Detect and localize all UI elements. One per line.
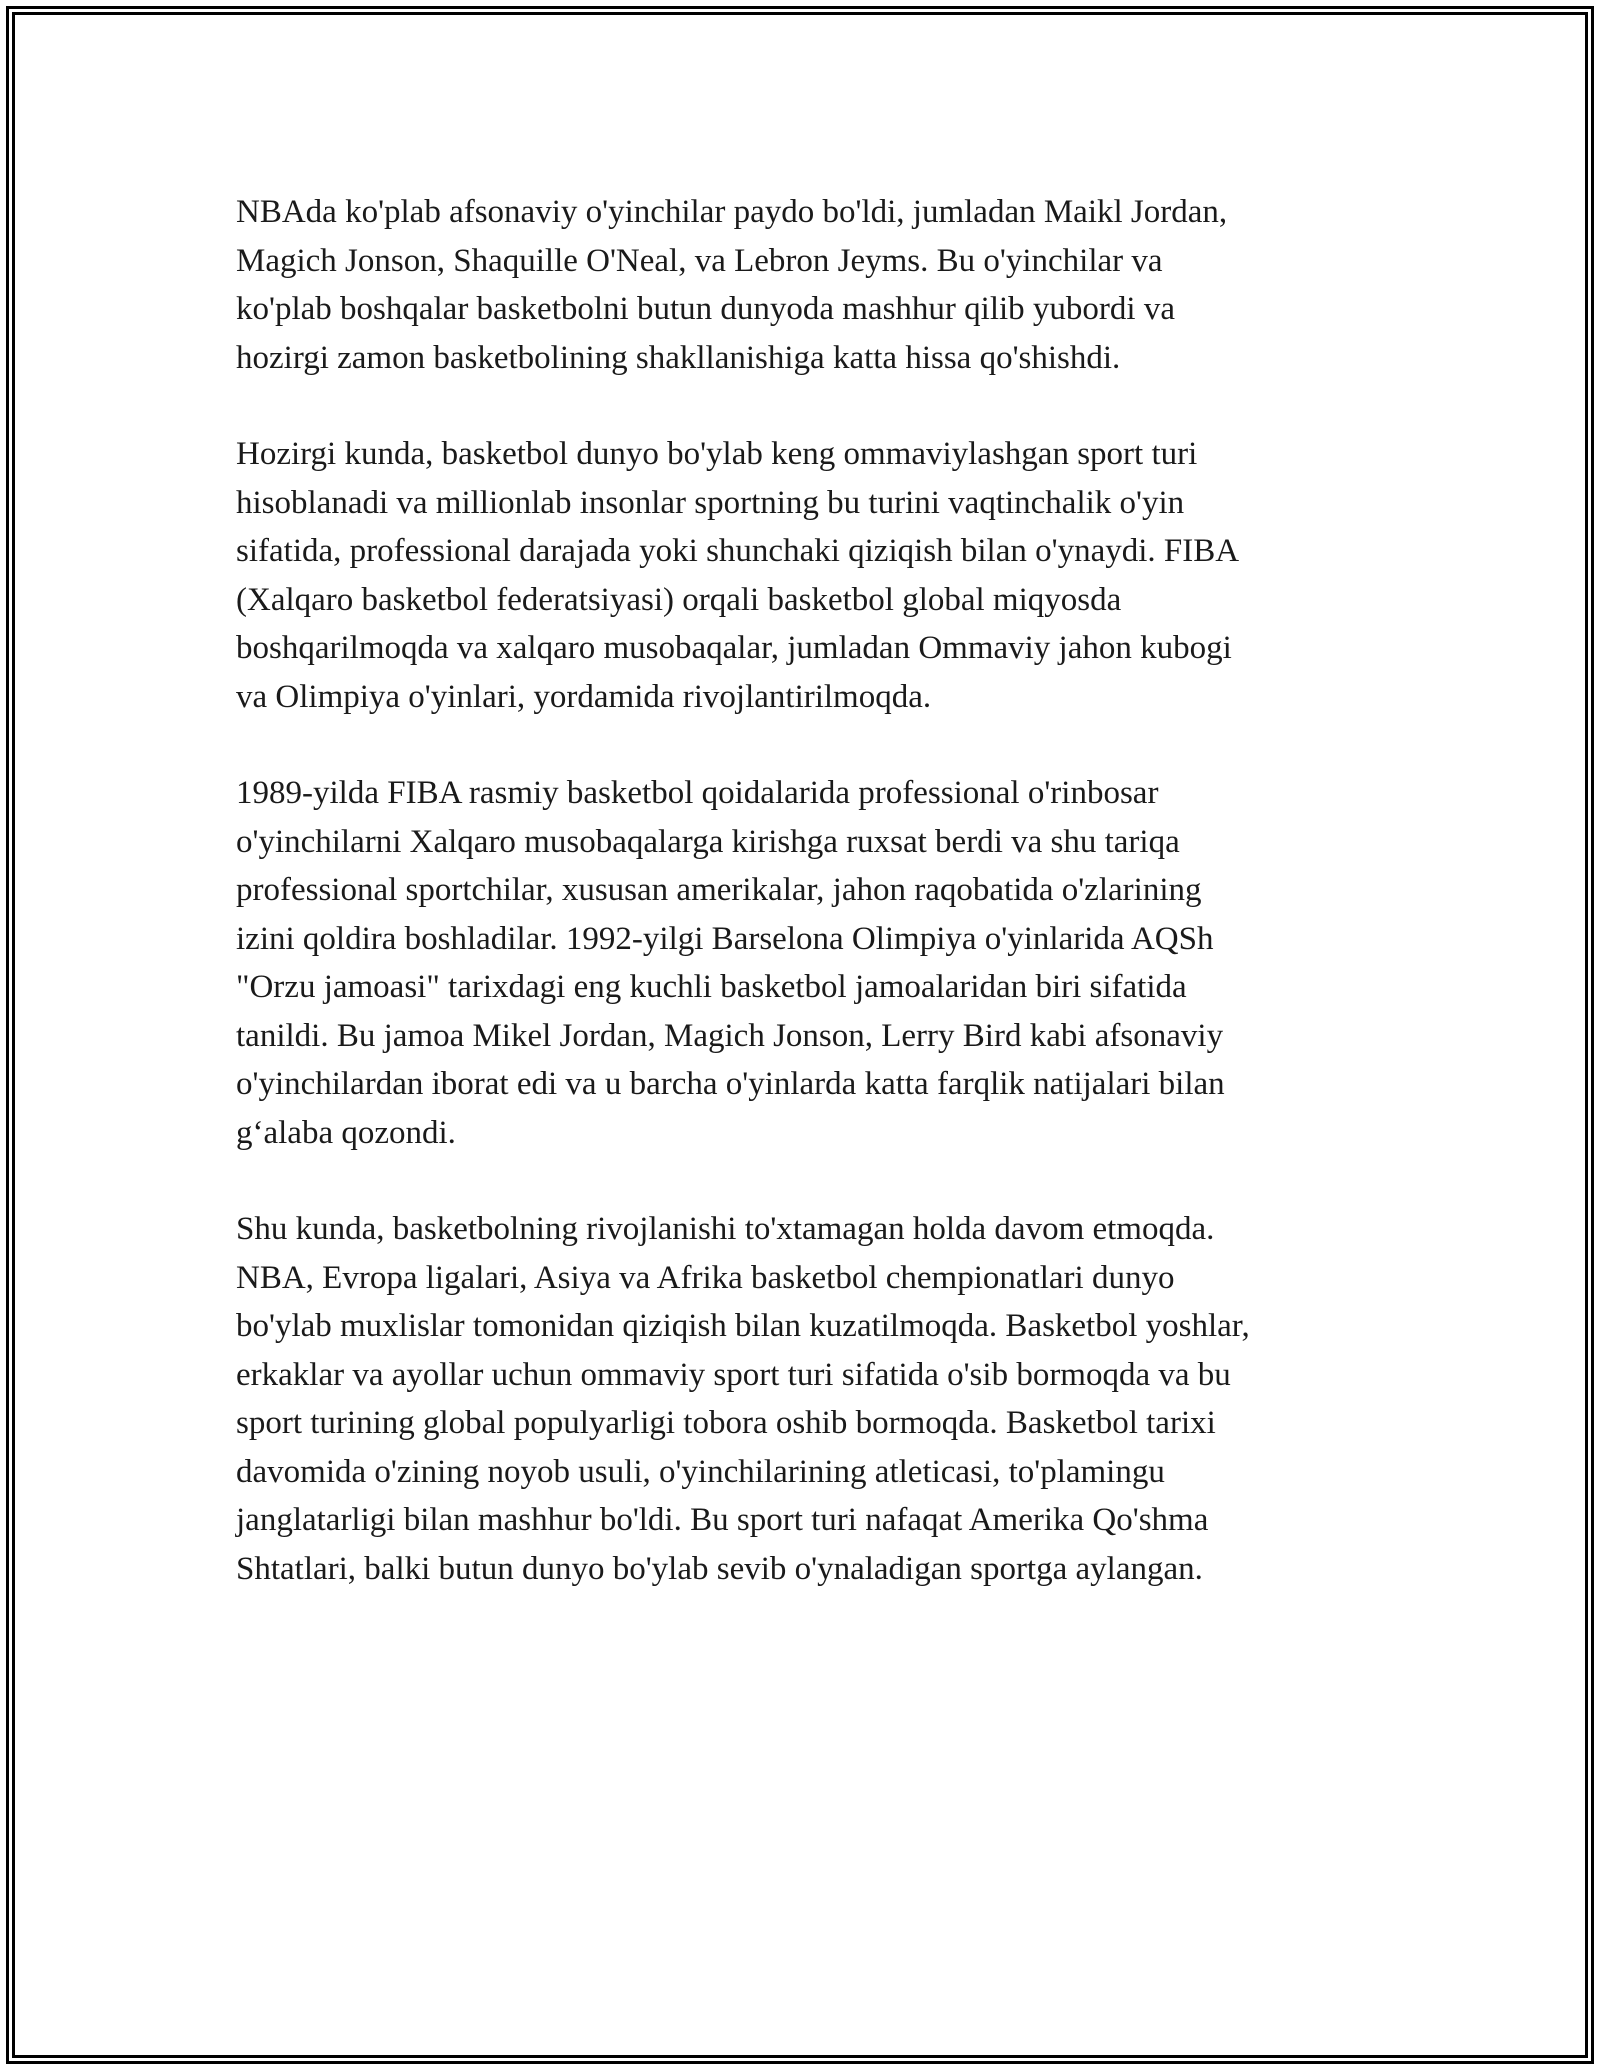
paragraph-nba-legends: NBAda ko'plab afsonaviy o'yinchilar paydo bo'ldi, jumladan Maikl Jordan, Magich Jonson, Shaquille O'Neal, va Lebron Jeyms. Bu o'yinchilar va ko'plab boshqalar basketbolni butun dunyoda mashhur qilib yubordi va hozirgi zamon basketbolining shakllanishiga katta hissa qo'shishdi. xyxy=(236,194,1228,376)
paragraph-development: Shu kunda, basketbolning rivojlanishi to'xtamagan holda davom etmoqda. NBA, Evropa ligalari, Asiya va Afrika basketbol chempionatlari dunyo bo'ylab muxlislar tomonidan qiziqish bilan kuzatilmoqda. Basketbol yoshlar, erkaklar va ayollar uchun ommaviy sport turi sifatida o'sib bormoqda va bu sport turining global populyarligi tobora oshib bormoqda. Basketbol tarixi davomida o'zining noyob usuli, o'yinchilarining atleticasi, to'plamingu janglatarligi bilan mashhur bo'ldi. Bu sport turi nafaqat Amerika Qo'shma Shtatlari, balki butun dunyo bo'ylab sevib o'ynaladigan sportga aylangan. xyxy=(236,1211,1250,1587)
paragraph-fiba-1989: 1989-yilda FIBA rasmiy basketbol qoidalarida professional o'rinbosar o'yinchilarni Xalqaro musobaqalarga kirishga ruxsat berdi va shu tariqa professional sportchilar, xususan amerikalar, jahon raqobatida o'zlarining izini qoldira boshladilar. 1992-yilgi Barselona Olimpiya o'yinlarida AQSh "Orzu jamoasi" tarixdagi eng kuchli basketbol jamoalaridan biri sifatida tanildi. Bu jamoa Mikel Jordan, Magich Jonson, Lerry Bird kabi afsonaviy o'yinchilardan iborat edi va u barcha o'yinlarda katta farqlik natijalari bilan g‘alaba qozondi. xyxy=(236,775,1225,1151)
paragraph-basketball-today: Hozirgi kunda, basketbol dunyo bo'ylab keng ommaviylashgan sport turi hisoblanadi va millionlab insonlar sportning bu turini vaqtinchalik o'yin sifatida, professional darajada yoki shunchaki qiziqish bilan o'ynaydi. FIBA (Xalqaro basketbol federatsiyasi) orqali basketbol global miqyosda boshqarilmoqda va xalqaro musobaqalar, jumladan Ommaviy jahon kubogi va Olimpiya o'yinlari, yordamida rivojlantirilmoqda. xyxy=(236,436,1240,715)
document-body xyxy=(236,188,1376,1641)
